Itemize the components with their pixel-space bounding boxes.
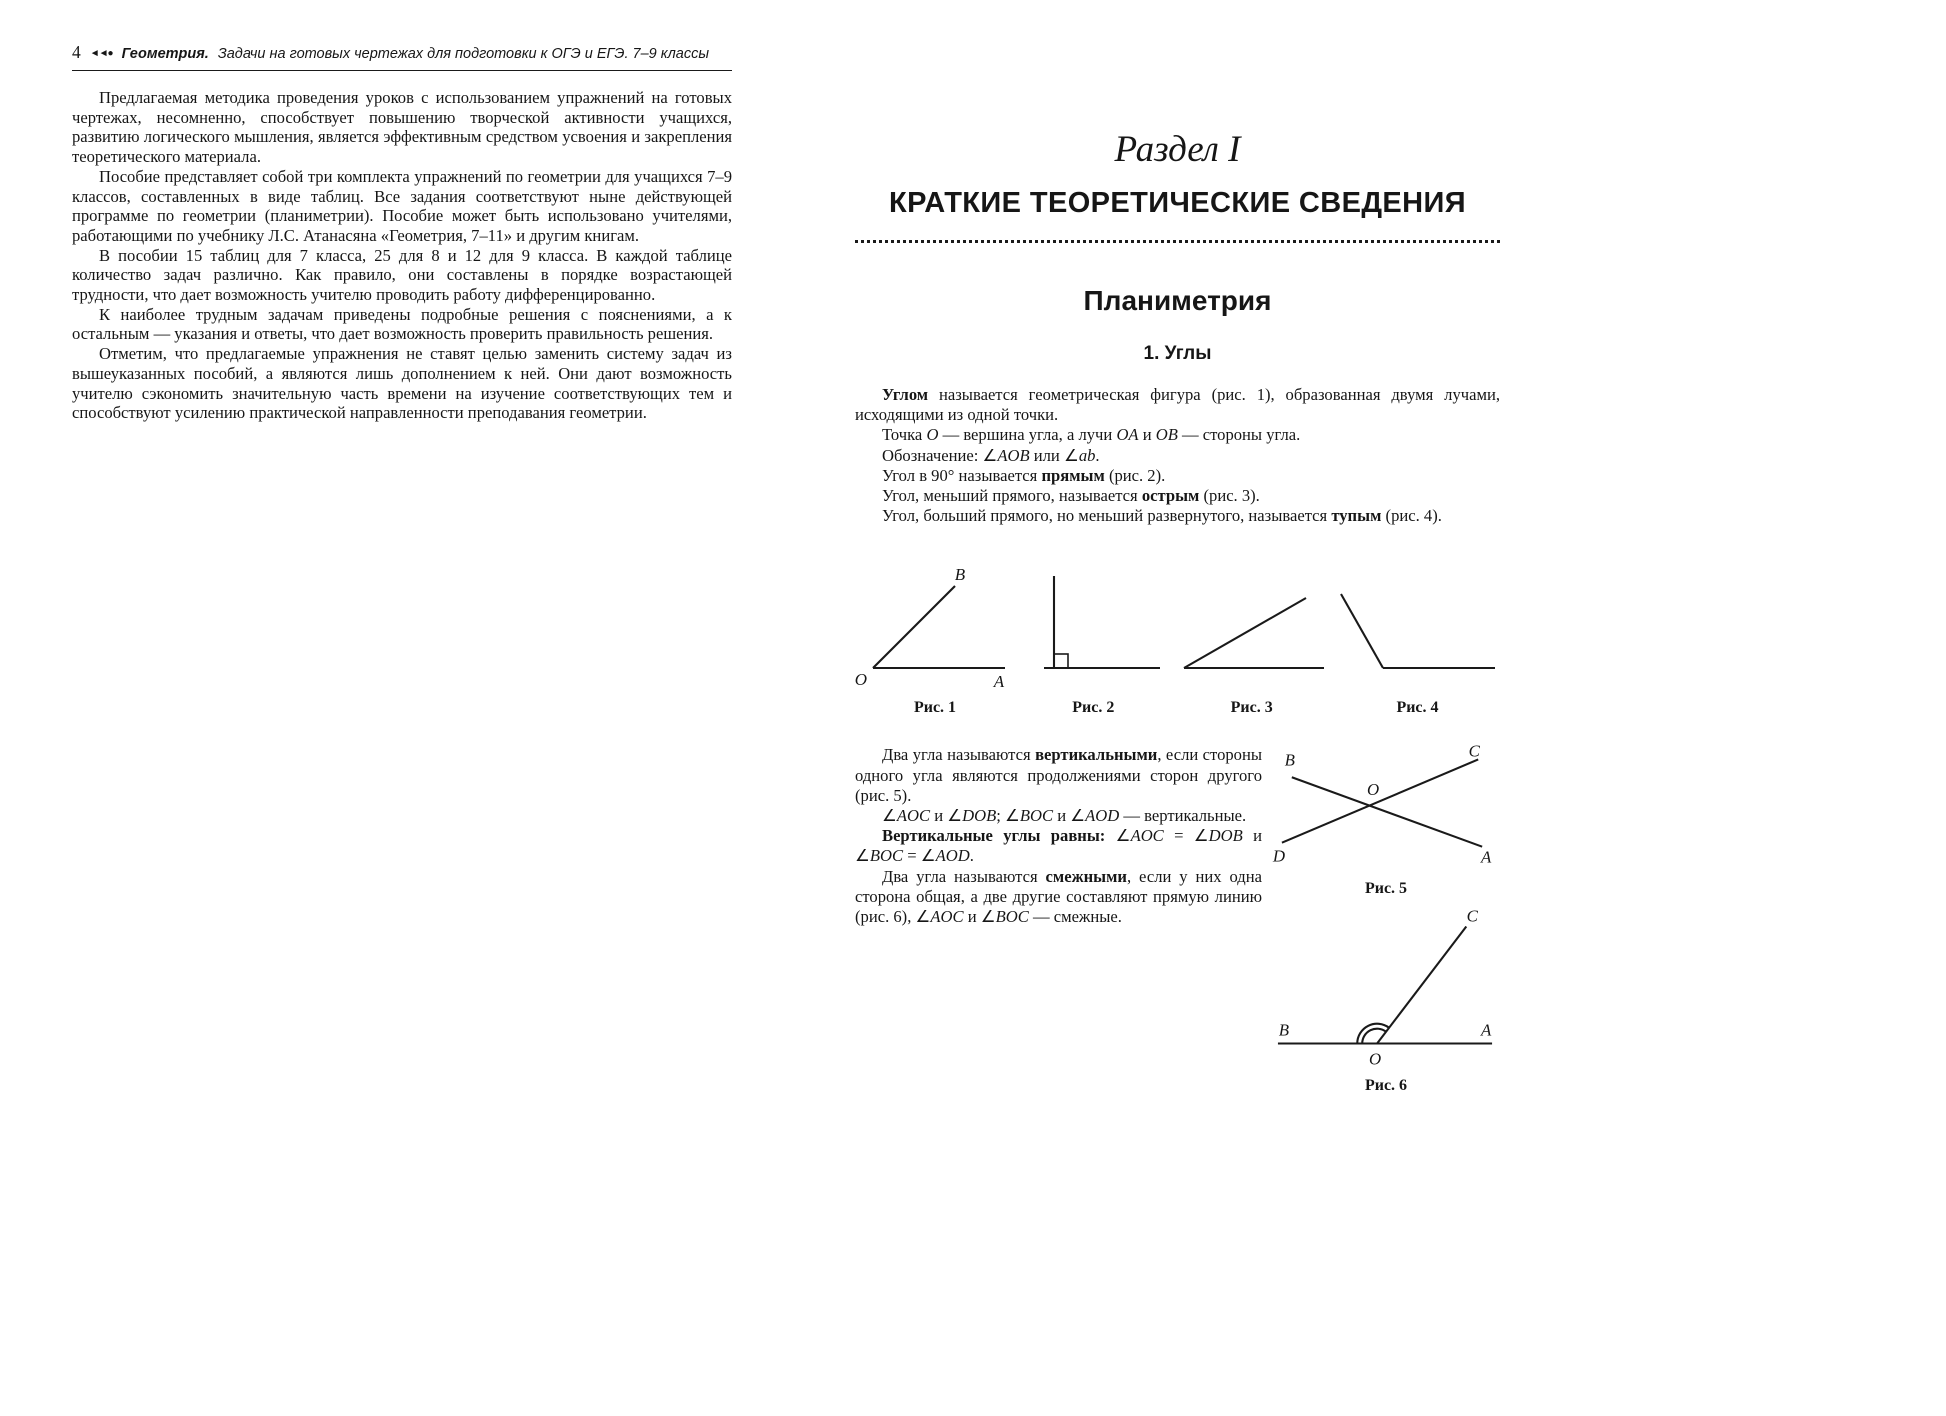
figure-1-angle — [855, 566, 1015, 717]
vertical-angles-text — [855, 745, 1262, 1095]
point-label-b: B — [1284, 750, 1295, 770]
header-book-title: Геометрия. — [121, 46, 209, 62]
figure-2-caption: Рис. 2 — [1072, 699, 1115, 717]
right-angle-mark — [1054, 654, 1068, 668]
figure-6-diagram — [1272, 904, 1500, 1072]
figure-5-caption: Рис. 5 — [1364, 880, 1408, 898]
figures-row — [855, 566, 1500, 717]
point-label-a: A — [1480, 1021, 1492, 1041]
figure-4-obtuse-angle — [1335, 566, 1500, 717]
subsection-title: 1. Углы — [1143, 343, 1212, 364]
figure-2-right-angle — [1018, 566, 1168, 717]
paragraph-acute-angle: Угол, меньший прямого, называется острым (рис. 3). — [882, 486, 1260, 506]
figure-5-diagram — [1272, 745, 1500, 875]
left-page — [72, 42, 732, 423]
paragraph-vertical-pairs: ∠AOC и ∠DOB; ∠BOC и ∠AOD — вертикальные. — [882, 806, 1247, 826]
vertex-label-o: O — [1367, 780, 1380, 800]
right-page — [855, 128, 1500, 1095]
figure-5-vertical-angles — [1272, 745, 1500, 898]
running-head — [72, 42, 732, 71]
paragraph-obtuse-angle: Угол, больший прямого, но меньший развернутого, называется тупым (рис. 4). — [882, 506, 1442, 526]
paragraph-angle-definition: Углом называется геометрическая фигура (рис. 1), образованная двумя лучами, исходящими из одной точки. — [855, 385, 1500, 425]
figure-2-diagram — [1018, 566, 1168, 694]
point-label-b: B — [954, 566, 966, 585]
paragraph-note: Отметим, что предлагаемые упражнения не ставят целью заменить систему задач из вышеуказанных пособий, а являются лишь дополнением к ней. Они дают возможность учителю сэкономить значительную часть времени на изучение соответствующих тем и способствуют усилению практической направленности преподавания геометрии. — [72, 344, 732, 423]
figure-4-diagram — [1335, 566, 1500, 694]
page-number: 4 — [72, 42, 81, 62]
paragraph-tables-count: В пособии 15 таблиц для 7 класса, 25 для 8 и 12 для 9 класса. В каждой таблице количество задач различно. Как правило, они составлены в порядке возрастающей трудности, что дает возможность учителю проводить работу дифференцированно. — [72, 245, 732, 305]
paragraph-right-angle: Угол в 90° называется прямым (рис. 2). — [882, 465, 1166, 485]
paragraph-vertical-equality: Вертикальные углы равны: ∠AOC = ∠DOB и ∠BOC = ∠AOD. — [855, 826, 1263, 866]
paragraph-intro-method: Предлагаемая методика проведения уроков с использованием упражнений на готовых чертежах, несомненно, способствует повышению творческой активности учащихся, развитию логического мышления, является эффективным средством усвоения и закрепления теоретического материала. — [72, 88, 732, 167]
header-book-subtitle: Задачи на готовых чертежах для подготовки к ОГЭ и ЕГЭ. 7–9 классы — [217, 46, 710, 62]
paragraph-vertex-sides: Точка O — вершина угла, а лучи OA и OB — стороны угла. — [882, 425, 1301, 445]
header-marker-icon: ◄◄● — [89, 48, 113, 59]
figure-3-diagram — [1172, 566, 1332, 694]
point-label-c: C — [1468, 745, 1480, 761]
paragraph-adjacent-definition: Два угла называются смежными, если у них одна сторона общая, а две другие составляют прямую линию (рис. 6), ∠AOC и ∠BOC — смежные. — [855, 866, 1262, 927]
section-title: КРАТКИЕ ТЕОРЕТИЧЕСКИЕ СВЕДЕНИЯ — [889, 187, 1466, 219]
figure-6-caption: Рис. 6 — [1364, 1077, 1408, 1095]
paragraph-notation: Обозначение: ∠AOB или ∠ab. — [882, 445, 1100, 465]
figure-1-diagram — [855, 566, 1015, 694]
paragraph-book-structure: Пособие представляет собой три комплекта упражнений по геометрии для учащихся 7–9 классов, составленных в виде таблиц. Все задания соответствуют ныне действующей программе по геометрии (планиметрии). Пособие может быть использовано учителями, работающими по учебнику Л.С. Атанасяна «Геометрия, 7–11» и другим книгам. — [72, 166, 732, 245]
figure-6-adjacent-angles — [1272, 904, 1500, 1095]
angles-intro-text — [855, 385, 1500, 526]
figure-1-caption: Рис. 1 — [913, 699, 957, 717]
point-label-d: D — [1272, 846, 1286, 866]
section-label: Раздел I — [1114, 129, 1241, 170]
vertex-label-o: O — [1369, 1049, 1382, 1069]
chapter-title: Планиметрия — [1083, 285, 1272, 316]
vertical-angles-section — [855, 745, 1500, 1095]
point-label-a: A — [1480, 847, 1492, 867]
left-page-body — [72, 88, 732, 423]
figure-3-acute-angle — [1172, 566, 1332, 717]
point-label-b: B — [1278, 1021, 1290, 1041]
figure-3-caption: Рис. 3 — [1230, 699, 1273, 717]
vertex-label-o: O — [855, 670, 867, 690]
paragraph-solutions: К наиболее трудным задачам приведены подробные решения с пояснениями, а к остальным — указания и ответы, что дает возможность проверить правильность решения. — [72, 304, 732, 344]
side-figures-column — [1272, 745, 1500, 1095]
paragraph-vertical-definition: Два угла называются вертикальными, если стороны одного угла являются продолжениями сторон другого (рис. 5). — [855, 745, 1262, 805]
point-label-a: A — [993, 672, 1005, 692]
point-label-c: C — [1466, 907, 1478, 927]
figure-4-caption: Рис. 4 — [1396, 699, 1439, 717]
dotted-divider — [855, 240, 1500, 243]
